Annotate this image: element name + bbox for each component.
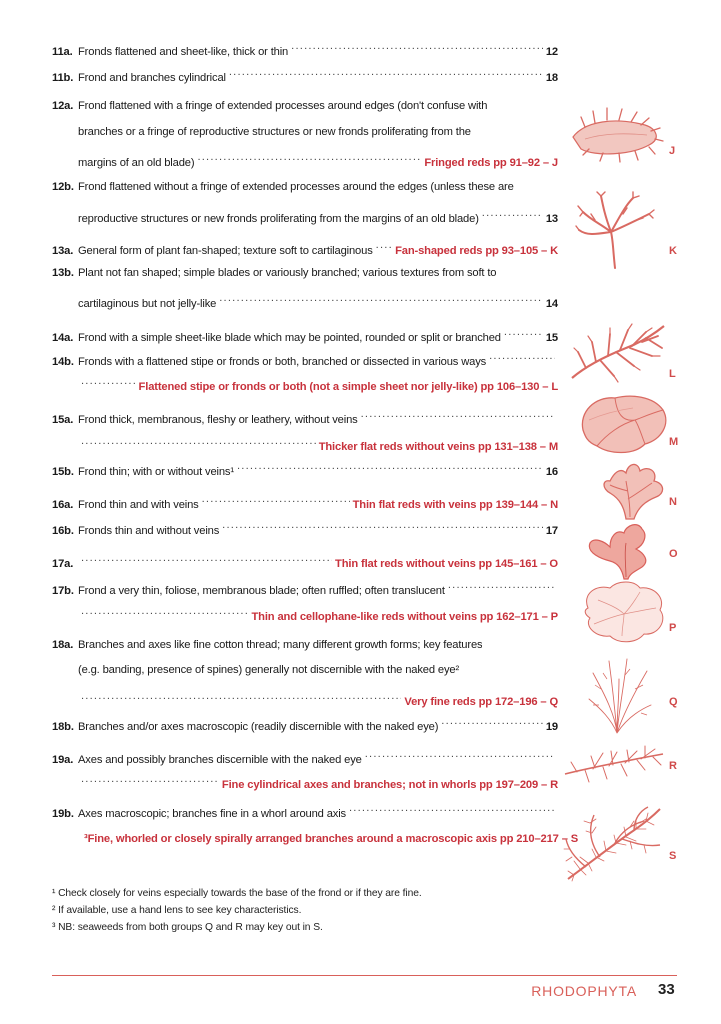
- couplet-number: 16a.: [52, 499, 74, 511]
- illustration-flattened-stipe-red: [566, 318, 668, 386]
- figure-letter-j: J: [669, 145, 676, 157]
- couplet-number: 13b.: [52, 267, 74, 279]
- illustration-thicker-flat-red: [573, 390, 671, 458]
- couplet-text: Frond thin; with or without veins¹: [78, 466, 234, 478]
- couplet-number: 18b.: [52, 721, 74, 733]
- couplet-number: 19b.: [52, 808, 74, 820]
- goto-number: 19: [545, 721, 558, 733]
- figure-letter-o: O: [669, 548, 678, 560]
- key-line: [52, 236, 558, 257]
- key-line: [52, 405, 558, 426]
- couplet-text: Frond thin and with veins: [78, 499, 199, 511]
- key-line: [52, 687, 558, 708]
- couplet-text: Axes macroscopic; branches fine in a whorl around axis: [78, 808, 346, 820]
- couplet-text: Plant not fan shaped; simple blades or variously branched; various textures from soft to: [78, 267, 497, 279]
- dot-leader: [202, 490, 350, 508]
- couplet-number: 14a.: [52, 332, 74, 344]
- key-line: [52, 97, 558, 115]
- goto-number: 13: [545, 213, 558, 225]
- key-line: [52, 457, 558, 478]
- key-line: [52, 824, 579, 845]
- couplet-text: Frond flattened without a fringe of extended processes around the edges (unless these are: [78, 181, 514, 193]
- section-title: RHODOPHYTA: [531, 983, 637, 999]
- dot-leader: [197, 148, 421, 166]
- dot-leader: [81, 372, 136, 390]
- couplet-number: 19a.: [52, 754, 74, 766]
- couplet-text: Frond thick, membranous, fleshy or leathery, without veins: [78, 414, 358, 426]
- key-line: [52, 204, 558, 225]
- figure-letter-r: R: [669, 760, 677, 772]
- dot-leader: [489, 347, 555, 365]
- figure-letter-p: P: [669, 622, 677, 634]
- dot-leader: [219, 289, 543, 307]
- illustration-very-fine-red: [585, 655, 655, 735]
- dot-leader: [81, 770, 219, 788]
- couplet-number: 17b.: [52, 585, 74, 597]
- dot-leader: [81, 549, 332, 567]
- couplet-number: 12b.: [52, 181, 74, 193]
- couplet-number: 11b.: [52, 72, 74, 84]
- group-result: ³Fine, whorled or closely spirally arranged branches around a macroscopic axis pp 210–217 – S: [84, 833, 579, 845]
- key-line: [52, 323, 558, 344]
- dot-leader: [365, 745, 555, 763]
- goto-number: 16: [545, 466, 558, 478]
- couplet-text: Branches and/or axes macroscopic (readily discernible with the naked eye): [78, 721, 439, 733]
- key-line: [52, 432, 558, 453]
- couplet-number: 17a.: [52, 558, 74, 570]
- illustration-fan-shaped-red: [575, 190, 655, 270]
- couplet-text: Fronds thin and without veins: [78, 525, 220, 537]
- couplet-text: Branches and axes like fine cotton thread; many different growth forms; key features: [78, 639, 483, 651]
- key-line: [52, 799, 558, 820]
- illustration-fine-cylindrical-red: [563, 740, 667, 790]
- goto-number: 15: [545, 332, 558, 344]
- dot-leader: [482, 204, 543, 222]
- dot-leader: [81, 432, 316, 450]
- couplet-number: 18a.: [52, 639, 74, 651]
- figure-letter-s: S: [669, 850, 677, 862]
- key-line: [52, 264, 558, 282]
- goto-number: 12: [545, 46, 558, 58]
- dot-leader: [237, 457, 543, 475]
- illustration-whorled-red: [560, 803, 668, 885]
- couplet-number: 15b.: [52, 466, 74, 478]
- couplet-text: Axes and possibly branches discernible with the naked eye: [78, 754, 362, 766]
- key-line: [52, 516, 558, 537]
- couplet-number: 15a.: [52, 414, 74, 426]
- key-line: [52, 37, 558, 58]
- key-line: [52, 289, 558, 310]
- illustration-thin-flat-red-veins: [598, 459, 670, 521]
- key-line: [52, 661, 558, 679]
- key-line: [52, 712, 558, 733]
- key-line: [52, 770, 558, 791]
- dot-leader: [291, 37, 543, 55]
- footnote-2: ² If available, use a hand lens to see key characteristics.: [52, 905, 302, 916]
- couplet-text: Fronds flattened and sheet-like, thick or thin: [78, 46, 289, 58]
- group-result: Thin flat reds without veins pp 145–161 – O: [335, 558, 558, 570]
- dot-leader: [504, 323, 543, 341]
- group-result: Thin and cellophane-like reds without veins pp 162–171 – P: [251, 611, 558, 623]
- group-result: Very fine reds pp 172–196 – Q: [404, 696, 558, 708]
- couplet-number: 13a.: [52, 245, 74, 257]
- figure-letter-m: M: [669, 436, 679, 448]
- couplet-number: 14b.: [52, 356, 74, 368]
- couplet-number: 12a.: [52, 100, 74, 112]
- group-result: Fan-shaped reds pp 93–105 – K: [395, 245, 558, 257]
- footnote-3: ³ NB: seaweeds from both groups Q and R may key out in S.: [52, 922, 323, 933]
- page-number: 33: [658, 981, 675, 998]
- key-line: [52, 745, 558, 766]
- figure-letter-q: Q: [669, 696, 678, 708]
- key-line: [52, 602, 558, 623]
- dot-leader: [448, 576, 555, 594]
- key-line: [52, 63, 558, 84]
- couplet-number: 16b.: [52, 525, 74, 537]
- illustration-cellophane-red: [578, 578, 668, 646]
- figure-letter-l: L: [669, 368, 676, 380]
- couplet-text: Frond flattened with a fringe of extended processes around edges (don't confuse with: [78, 100, 488, 112]
- key-line: [52, 347, 558, 368]
- dot-leader: [222, 516, 543, 534]
- key-line: [52, 148, 558, 169]
- couplet-text: margins of an old blade): [78, 157, 195, 169]
- key-line: [52, 490, 558, 511]
- group-result: Thicker flat reds without veins pp 131–138 – M: [318, 441, 558, 453]
- key-line: [52, 178, 558, 196]
- couplet-text: General form of plant fan-shaped; texture soft to cartilaginous: [78, 245, 373, 257]
- key-line: [52, 576, 558, 597]
- goto-number: 18: [545, 72, 558, 84]
- footer-rule: [52, 975, 677, 976]
- couplet-text: Frond with a simple sheet-like blade which may be pointed, rounded or split or branched: [78, 332, 501, 344]
- dot-leader: [81, 687, 401, 705]
- goto-number: 14: [545, 298, 558, 310]
- illustration-thin-flat-red-no-veins: [580, 519, 660, 581]
- dot-leader: [81, 602, 248, 620]
- group-result: Fringed reds pp 91–92 – J: [424, 157, 558, 169]
- couplet-text: Frond and branches cylindrical: [78, 72, 226, 84]
- illustration-fringed-red: [565, 103, 665, 165]
- couplet-text: reproductive structures or new fronds proliferating from the margins of an old blade): [78, 213, 479, 225]
- figure-letter-n: N: [669, 496, 677, 508]
- goto-number: 17: [545, 525, 558, 537]
- key-line: [52, 636, 558, 654]
- group-result: Fine cylindrical axes and branches; not in whorls pp 197–209 – R: [221, 779, 558, 791]
- key-line: [52, 549, 558, 570]
- dot-leader: [361, 405, 555, 423]
- figure-letter-k: K: [669, 245, 677, 257]
- couplet-text: Frond a very thin, foliose, membranous blade; often ruffled; often translucent: [78, 585, 445, 597]
- key-line: [52, 372, 558, 393]
- dot-leader: [376, 236, 392, 254]
- couplet-text: (e.g. banding, presence of spines) generally not discernible with the naked eye²: [78, 664, 460, 676]
- couplet-number: 11a.: [52, 46, 73, 58]
- couplet-text: Fronds with a flattened stipe or fronds or both, branched or dissected in various ways: [78, 356, 487, 368]
- group-result: Thin flat reds with veins pp 139–144 – N: [352, 499, 558, 511]
- group-result: Flattened stipe or fronds or both (not a simple sheet nor jelly-like) pp 106–130 – L: [138, 381, 558, 393]
- key-line: [52, 123, 558, 141]
- dot-leader: [441, 712, 543, 730]
- footnote-1: ¹ Check closely for veins especially towards the base of the frond or if they are fine.: [52, 888, 422, 899]
- couplet-text: cartilaginous but not jelly-like: [78, 298, 217, 310]
- dot-leader: [229, 63, 543, 81]
- dot-leader: [349, 799, 555, 817]
- couplet-text: branches or a fringe of reproductive structures or new fronds proliferating from the: [78, 126, 471, 138]
